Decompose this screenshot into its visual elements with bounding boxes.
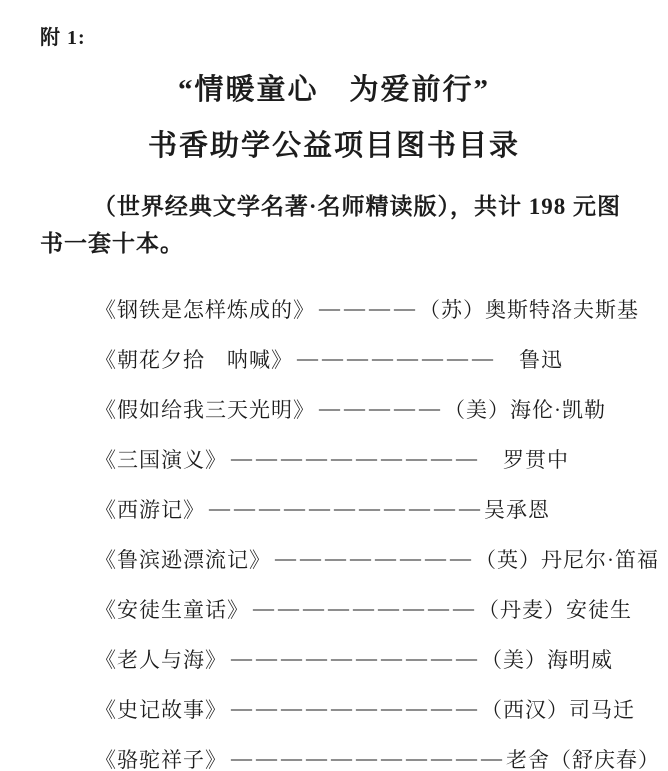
book-author: 吴承恩 <box>484 497 550 522</box>
book-row <box>95 534 668 584</box>
book-row <box>95 584 668 634</box>
dash-leader: ——————————— <box>231 746 506 770</box>
book-author: （丹麦）安徒生 <box>478 597 632 622</box>
document-title-line-2: 书香助学公益项目图书目录 <box>147 130 520 162</box>
book-title: 《鲁滨逊漂流记》 <box>95 547 271 572</box>
dash-leader: —————————— <box>231 446 481 470</box>
dash-leader: ————————— <box>253 596 478 620</box>
book-author: （苏）奥斯特洛夫斯基 <box>419 297 639 322</box>
book-title: 《骆驼祥子》 <box>95 747 227 771</box>
book-title: 《假如给我三天光明》 <box>95 397 315 422</box>
book-title: 《老人与海》 <box>95 647 227 672</box>
document-title-line-1: “情暖童心 为爱前行” <box>177 74 490 106</box>
book-author: 鲁迅 <box>497 347 563 372</box>
book-row <box>95 734 668 771</box>
book-row <box>95 384 668 434</box>
dash-leader: ———————— <box>275 546 475 570</box>
book-row <box>95 284 668 334</box>
dash-leader: ———————— <box>297 346 497 370</box>
book-row <box>95 434 668 484</box>
dash-leader: ——————————— <box>209 496 484 520</box>
book-title: 《三国演义》 <box>95 447 227 472</box>
dash-leader: —————————— <box>231 696 481 720</box>
book-row <box>95 484 668 534</box>
book-author: （西汉）司马迁 <box>481 697 635 722</box>
book-title: 《史记故事》 <box>95 697 227 722</box>
intro-paragraph: （世界经典文学名著·名师精读版），共计 198 元图书一套十本。 <box>40 194 622 257</box>
dash-leader: —————————— <box>231 646 481 670</box>
book-row <box>95 684 668 734</box>
dash-leader: ———— <box>319 296 419 320</box>
book-author: （英）丹尼尔·笛福 <box>475 547 659 572</box>
book-row <box>95 634 668 684</box>
book-author: （美）海伦·凯勒 <box>444 397 606 422</box>
book-title: 《安徒生童话》 <box>95 597 249 622</box>
book-title: 《西游记》 <box>95 497 205 522</box>
attachment-label: 附 1: <box>40 27 86 49</box>
book-row <box>95 334 668 384</box>
dash-leader: ————— <box>319 396 444 420</box>
book-author: 罗贯中 <box>481 447 569 472</box>
book-list <box>95 284 668 771</box>
book-author: 老舍（舒庆春） <box>506 747 660 771</box>
book-author: （美）海明威 <box>481 647 613 672</box>
book-title: 《钢铁是怎样炼成的》 <box>95 297 315 322</box>
book-title: 《朝花夕拾 呐喊》 <box>95 347 293 372</box>
